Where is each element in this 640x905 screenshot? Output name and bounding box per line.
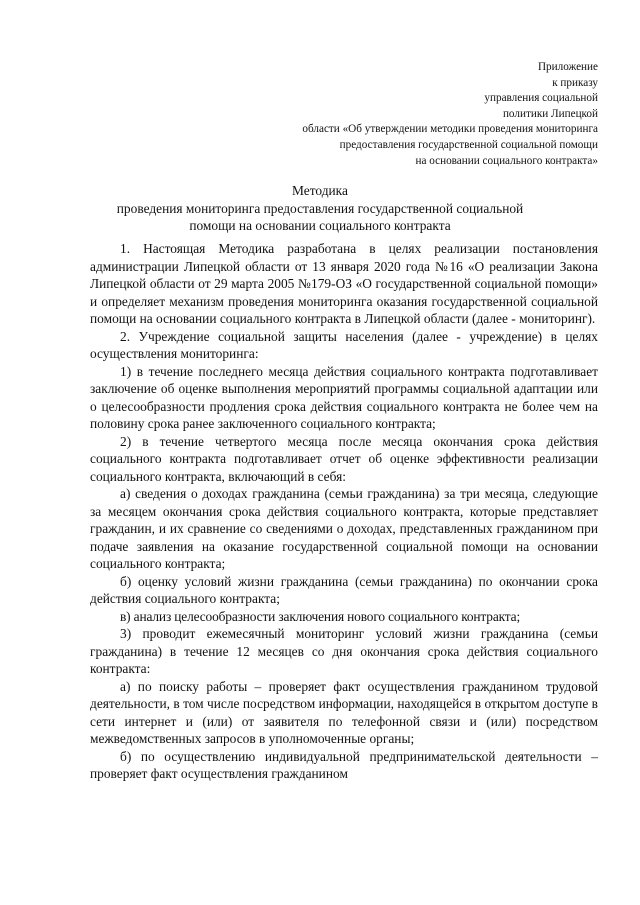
paragraph: 1. Настоящая Методика разработана в целях реализации постановления администрации Липецкой области от 13 января 2020 года №16 «О реализации Закона Липецкой области от 29 марта 2005 №179-ОЗ «О государственной социальной помощи» и определяет механизм проведения мониторинга оказания государственной социальной помощи на основании социального контракта в Липецкой области (далее - мониторинг).: [90, 241, 598, 326]
document-title: [60, 182, 580, 235]
title-line: проведения мониторинга предоставления государственной социальной: [116, 200, 524, 216]
document-body: [90, 240, 598, 783]
appendix-line: Приложение: [537, 61, 598, 73]
paragraph: а) по поиску работы – проверяет факт осуществления гражданином трудовой деятельности, в том числе посредством информации, находящейся в открытом доступе в сети интернет и (или) от заявителя по телефонной связи и (или) посредством межведомственных запросов в уполномоченные органы;: [90, 678, 598, 746]
appendix-line: предоставления государственной социальной помощи: [339, 138, 598, 151]
paragraph: 2) в течение четвертого месяца после месяца окончания срока действия социального контракта подготавливает отчет об оценке эффективности реализации социального контракта, включающий в себя:: [90, 433, 598, 484]
title-line: Методика: [292, 183, 348, 198]
paragraph: 2. Учреждение социальной защиты населения (далее - учреждение) в целях осуществления мониторинга:: [90, 328, 598, 361]
appendix-line: управления социальной: [484, 92, 598, 105]
appendix-header: [158, 60, 598, 169]
appendix-line: к приказу: [552, 76, 598, 89]
paragraph: 3) проводит ежемесячный мониторинг условий жизни гражданина (семьи гражданина) в течение 12 месяцев со дня окончания срока действия социального контракта:: [90, 626, 598, 676]
paragraph: б) оценку условий жизни гражданина (семьи гражданина) по окончании срока действия социального контракта;: [90, 573, 598, 606]
paragraph: б) по осуществлению индивидуальной предпринимательской деятельности – проверяет факт осуществления гражданином: [90, 748, 598, 781]
paragraph: 1) в течение последнего месяца действия социального контракта подготавливает заключение об оценке выполнения мероприятий программы социальной адаптации или о целесообразности продления срока действия социального контракта не более чем на половину срока ранее заключенного социального контракта;: [90, 363, 598, 431]
appendix-line: политики Липецкой: [502, 107, 598, 120]
appendix-line: на основании социального контракта»: [415, 154, 598, 167]
title-line: помощи на основании социального контракта: [189, 218, 451, 233]
paragraph: в) анализ целесообразности заключения нового социального контракта;: [120, 608, 521, 624]
paragraph: а) сведения о доходах гражданина (семьи гражданина) за три месяца, следующие за месяцем окончания срока действия социального контракта, которые представляет гражданин, и их сравнение со сведениями о доходах, представленных гражданином при подаче заявления на оказание государственной социальной помощи на основании социального контракта;: [90, 486, 598, 571]
appendix-line: области «Об утверждении методики проведения мониторинга: [302, 123, 598, 136]
